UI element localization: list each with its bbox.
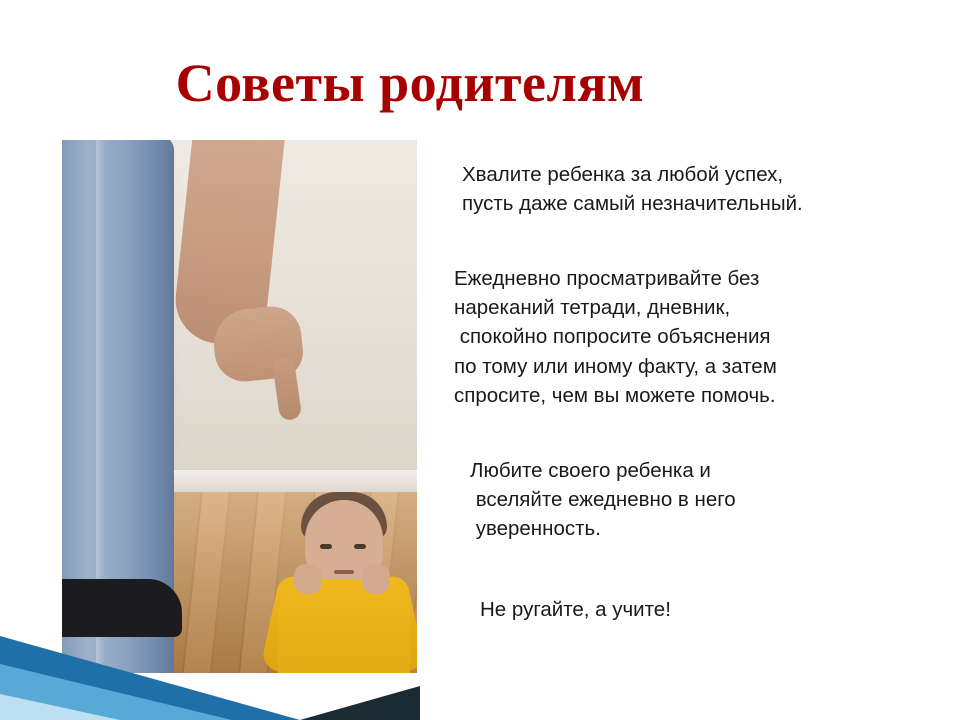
advice-paragraph-3 [470,456,940,543]
advice-paragraph-1 [462,160,940,218]
boy-eye-left [320,544,332,549]
advice-line: Ежедневно просматривайте без [454,267,760,291]
advice-line: уверенность. [470,516,601,540]
advice-paragraph-4 [480,595,940,624]
advice-line: по тому или иному факту, а затем [454,354,777,378]
boy-eye-right [354,544,366,549]
photo-scene [62,140,417,673]
advice-line: Не ругайте, а учите! [480,598,671,622]
advice-line: вселяйте ежедневно в него [470,487,736,511]
slide-photo [62,140,417,673]
boy-hand-left [294,564,322,594]
advice-text-column [440,160,940,624]
page-title: Советы родителям [175,53,645,113]
ribbon-dark [300,686,420,720]
advice-line: Любите своего ребенка и [470,458,711,482]
ribbon-pale-blue [0,694,120,720]
boy-yellow-shirt [278,580,410,673]
advice-line: нареканий тетради, дневник, [454,296,731,320]
boy-mouth [334,570,354,574]
advice-line: спросите, чем вы можете помочь. [454,383,776,407]
boy-hand-right [362,564,390,594]
advice-line: спокойно попросите объяснения [454,325,771,349]
advice-line: Хвалите ребенка за любой успех, [462,163,784,186]
advice-paragraph-2 [454,264,940,410]
adult-shoe [62,579,182,637]
advice-line: пусть даже самый незначительный. [462,192,803,216]
